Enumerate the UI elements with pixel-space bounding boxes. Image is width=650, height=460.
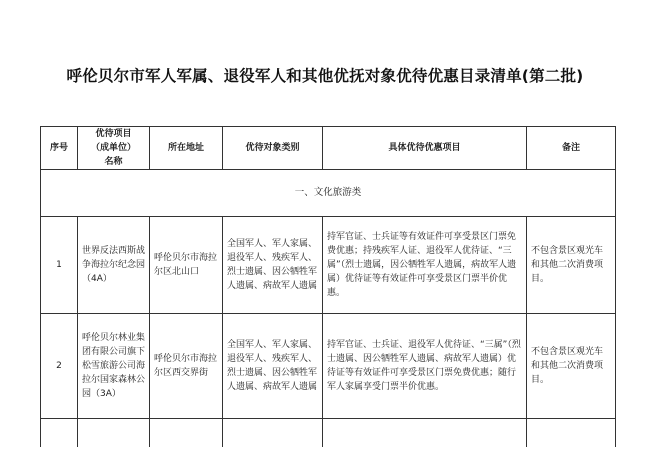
empty-cell [150, 419, 223, 448]
empty-cell [41, 419, 78, 448]
row-seq: 1 [41, 217, 78, 314]
row-address: 呼伦贝尔市海拉尔区西交界街 [150, 314, 223, 419]
row-name: 世界反法西斯战争海拉尔纪念园（4A） [78, 217, 150, 314]
header-item-line2: （成单位） [90, 143, 136, 153]
empty-cell [223, 419, 323, 448]
header-address: 所在地址 [150, 127, 223, 170]
row-address: 呼伦贝尔市海拉尔区北山口 [150, 217, 223, 314]
document-title: 呼伦贝尔市军人军属、退役军人和其他优抚对象优待优惠目录清单(第二批) [66, 67, 584, 85]
row-remarks: 不包含景区观光车和其他二次消费项目。 [527, 217, 616, 314]
empty-cell [78, 419, 150, 448]
row-remarks: 不包含景区观光车和其他二次消费项目。 [527, 314, 616, 419]
row-category: 全国军人、军人家属、退役军人、残疾军人、烈士遗属、因公牺牲军人遗属、病故军人遗属 [223, 217, 323, 314]
header-details: 具体优待优惠项目 [323, 127, 527, 170]
benefits-table [40, 126, 616, 447]
section-label: 一、文化旅游类 [41, 170, 616, 217]
header-item-line1: 优待项目 [95, 129, 132, 139]
row-seq: 2 [41, 314, 78, 419]
row-name: 呼伦贝尔林业集团有限公司旗下松雪旅游公司海拉尔国家森林公园（3A） [78, 314, 150, 419]
empty-cell [323, 419, 527, 448]
row-category: 全国军人、军人家属、退役军人、残疾军人、烈士遗属、因公牺牲军人遗属、病故军人遗属 [223, 314, 323, 419]
row-details: 持军官证、士兵证、退役军人优待证、“三属”（烈士遗属、因公牺牲军人遗属、病故军人遗属）优待证等有效证件可享受景区门票免费优惠；随行军人家属享受门票半价优惠。 [323, 314, 527, 419]
header-seq: 序号 [41, 127, 78, 170]
table-row [41, 314, 616, 419]
header-remarks: 备注 [527, 127, 616, 170]
empty-cell [527, 419, 616, 448]
header-category: 优待对象类别 [223, 127, 323, 170]
row-details: 持军官证、士兵证等有效证件可享受景区门票免费优惠；持残疾军人证、退役军人优待证、“三属”（烈士遗属，因公牺牲军人遗属，病故军人遗属）优待证等有效证件可享受景区门票半价优惠。 [323, 217, 527, 314]
table-row-partial [41, 419, 616, 448]
table-row [41, 217, 616, 314]
header-item [78, 127, 150, 170]
header-item-line3: 名称 [104, 157, 123, 167]
section-row [41, 170, 616, 217]
table-header-row [41, 127, 616, 170]
